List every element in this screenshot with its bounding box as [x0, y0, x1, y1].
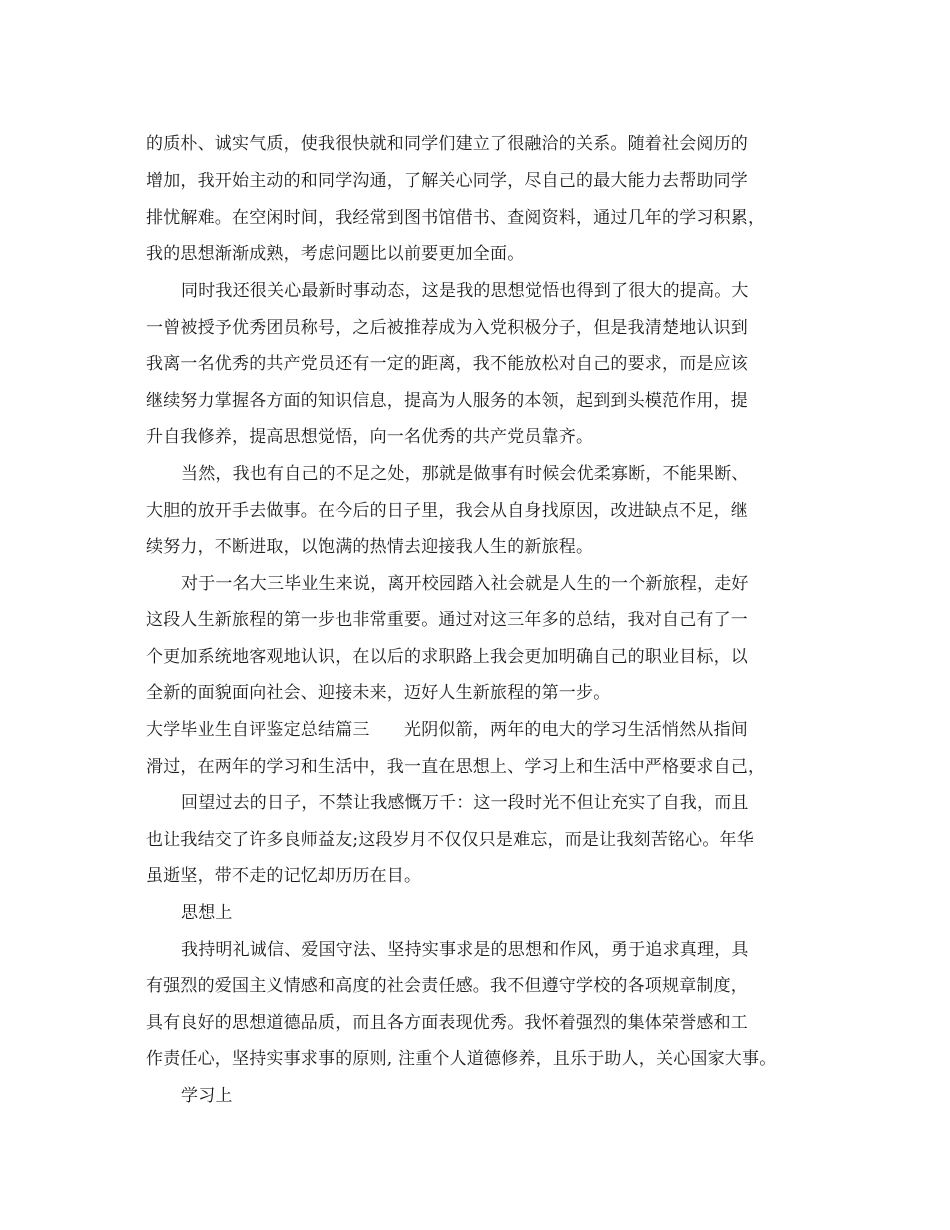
- text-line: 全新的面貌面向社会、迎接未来，迈好人生新旅程的第一步。: [146, 683, 611, 703]
- text-line: 的质朴、诚实气质，使我很快就和同学们建立了很融洽的关系。随着社会阅历的: [146, 134, 748, 154]
- text-line: 有强烈的爱国主义情感和高度的社会责任感。我不但遵守学校的各项规章制度，: [146, 976, 748, 996]
- text-line: 一曾被授予优秀团员称号，之后被推荐成为入党积极分子，但是我清楚地认识到: [146, 318, 748, 338]
- text-line: 我离一名优秀的共产党员还有一定的距离，我不能放松对自己的要求，而是应该: [146, 354, 748, 374]
- text-line: 滑过，在两年的学习和生活中，我一直在思想上、学习上和生活中严格要求自己，: [146, 757, 766, 777]
- paragraph-first-line: 当然，我也有自己的不足之处，那就是做事有时候会优柔寡断，不能果断、: [181, 464, 749, 484]
- text-line: 具有良好的思想道德品质，而且各方面表现优秀。我怀着强烈的集体荣誉感和工: [146, 1013, 748, 1033]
- text-line: 这段人生新旅程的第一步也非常重要。通过对这三年多的总结，我对自己有了一: [146, 610, 748, 630]
- paragraph-first-line: 对于一名大三毕业生来说，离开校园踏入社会就是人生的一个新旅程，走好: [181, 574, 749, 594]
- paragraph-first-line: 回望过去的日子，不禁让我感慨万千：这一段时光不但让充实了自我，而且: [181, 793, 749, 813]
- text-line: 虽逝坚，带不走的记忆却历历在目。: [146, 866, 422, 886]
- text-line: 续努力，不断进取，以饱满的热情去迎接我人生的新旅程。: [146, 537, 594, 557]
- text-line: 我的思想渐渐成熟，考虑问题比以前要更加全面。: [146, 244, 525, 264]
- section-heading-line: 大学毕业生自评鉴定总结篇三 光阴似箭，两年的电大的学习生活悄然从指间: [146, 720, 748, 740]
- text-line: 作责任心，坚持实事求事的原则, 注重个人道德修养，且乐于助人，关心国家大事。: [146, 1049, 777, 1069]
- text-line: 升自我修养，提高思想觉悟，向一名优秀的共产党员靠齐。: [146, 427, 594, 447]
- text-line: 个更加系统地客观地认识，在以后的求职路上我会更加明确自己的职业目标，以: [146, 647, 748, 667]
- text-line: 也让我结交了许多良师益友;这段岁月不仅仅只是难忘，而是让我刻苦铭心。年华: [146, 830, 754, 850]
- paragraph-first-line: 同时我还很关心最新时事动态，这是我的思想觉悟也得到了很大的提高。大: [181, 281, 749, 301]
- paragraph-first-line: 我持明礼诚信、爱国守法、坚持实事求是的思想和作风，勇于追求真理，具: [181, 940, 749, 960]
- text-line: 增加，我开始主动的和同学沟通，了解关心同学，尽自己的最大能力去帮助同学: [146, 171, 748, 191]
- subheading: 学习上: [181, 1086, 233, 1106]
- text-line: 继续努力掌握各方面的知识信息，提高为人服务的本领，起到到头模范作用，提: [146, 391, 748, 411]
- subheading: 思想上: [181, 903, 233, 923]
- text-line: 排忧解难。在空闲时间，我经常到图书馆借书、查阅资料，通过几年的学习积累，: [146, 208, 766, 228]
- text-line: 大胆的放开手去做事。在今后的日子里，我会从自身找原因，改进缺点不足，继: [146, 501, 748, 521]
